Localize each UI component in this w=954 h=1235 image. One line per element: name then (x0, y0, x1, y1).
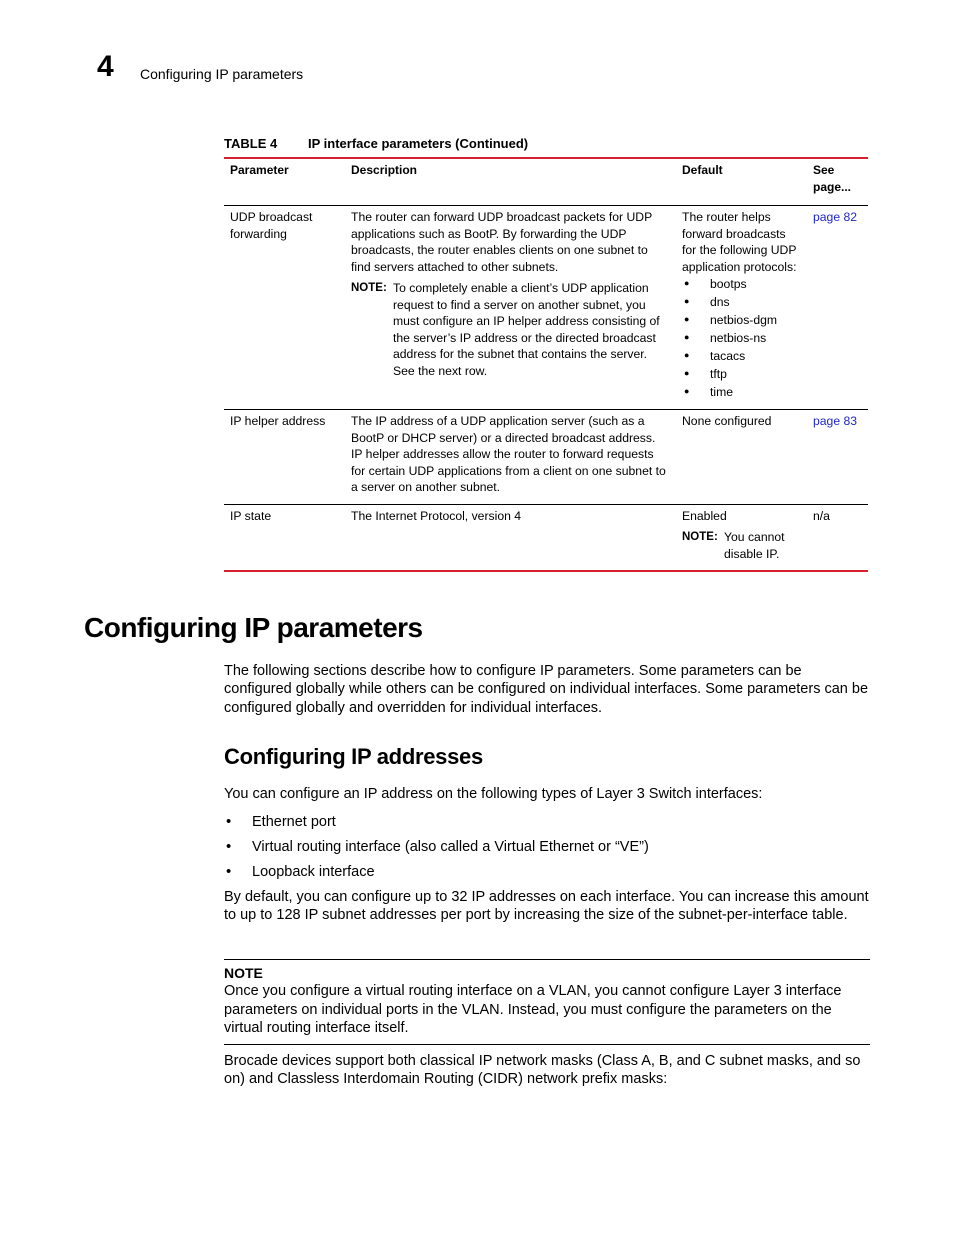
table-row (224, 409, 868, 504)
note-title: NOTE (224, 965, 263, 981)
list-item: • Ethernet port (224, 813, 649, 838)
see-page-cell (807, 410, 868, 504)
default-text: Enabled (682, 508, 727, 523)
subsection-title: Configuring IP addresses (224, 744, 483, 769)
list-item: ● time (682, 383, 801, 401)
parameter-cell: IP helper address (230, 414, 326, 428)
protocol-list (682, 275, 801, 401)
description-cell: The IP address of a UDP application server (such as a BootP or DHCP server) or a directed broadcast address. IP helper addresses allow the router to forward requests for certain UDP applications from a client on one subnet to a server on another subnet. (351, 414, 666, 494)
description-cell (345, 206, 676, 409)
default-cell (676, 505, 807, 571)
description-text: The router can forward UDP broadcast packets for UDP applications such as BootP. By forwarding the UDP broadcasts, the router enables clients on one subnet to find servers attached to other subnets. (351, 210, 652, 274)
list-item: ● tftp (682, 365, 801, 383)
table-label: TABLE 4 (224, 136, 278, 151)
table-row (224, 504, 868, 571)
subsection-intro: You can configure an IP address on the following types of Layer 3 Switch interfaces: (224, 786, 763, 802)
parameter-cell: IP state (230, 508, 272, 523)
note-label: NOTE: (682, 531, 718, 543)
list-item: ● bootps (682, 275, 801, 293)
note-text: To completely enable a client’s UDP application request to find a server on another subnet, you must configure an IP helper address consisting of the server’s IP address or the directed broadcast address for the subnet that contains the server. See the next row. (393, 281, 660, 378)
section-title: Configuring IP parameters (84, 612, 423, 643)
column-header: See page... (813, 163, 852, 194)
body-paragraph: By default, you can configure up to 32 IP addresses on each interface. You can increase this amount to up to 128 IP subnet addresses per port by increasing the size of the subnet-per-interface table. (224, 889, 869, 924)
page-link[interactable]: page 82 (813, 210, 858, 224)
description-cell: The Internet Protocol, version 4 (351, 508, 522, 523)
list-item: ● netbios-dgm (682, 311, 801, 329)
interface-types-list (224, 813, 649, 888)
chapter-number: 4 (97, 50, 114, 83)
note (351, 280, 670, 379)
default-text: The router helps forward broadcasts for the following UDP application protocols: (682, 210, 797, 274)
default-cell: None configured (682, 414, 772, 428)
list-item: ● netbios-ns (682, 329, 801, 347)
parameter-cell: UDP broadcast forwarding (230, 210, 313, 241)
parameters-table (224, 157, 868, 572)
table-caption (224, 136, 528, 151)
column-header: Parameter (230, 163, 289, 177)
list-item: ● tacacs (682, 347, 801, 365)
note (682, 529, 801, 562)
note-box (224, 959, 870, 1045)
note-text: You cannot disable IP. (724, 530, 785, 561)
column-header: Description (351, 163, 418, 177)
section-intro: The following sections describe how to configure IP parameters. Some parameters can be configured globally while others can be configured on individual interfaces. Some parameters can be configured globally and overridden for individual interfaces. (224, 663, 869, 716)
default-cell (676, 206, 807, 409)
see-page-cell: n/a (813, 508, 830, 523)
note-label: NOTE: (351, 282, 387, 294)
table-row (224, 206, 868, 409)
chapter-title: Configuring IP parameters (140, 66, 304, 82)
table-header-row (224, 159, 868, 206)
see-page-cell (807, 206, 868, 409)
body-paragraph: Brocade devices support both classical IP network masks (Class A, B, and C subnet masks, and so on) and Classless Interdomain Routing (CIDR) network prefix masks: (224, 1053, 861, 1088)
list-item: • Virtual routing interface (also called a Virtual Ethernet or “VE”) (224, 838, 649, 863)
note-text: Once you configure a virtual routing interface on a VLAN, you cannot configure Layer 3 interface parameters on individual ports in the VLAN. Instead, you must configure the parameters on the virtual routing interface itself. (224, 983, 842, 1037)
page-link[interactable]: page 83 (813, 414, 858, 428)
table-title: IP interface parameters (Continued) (308, 136, 529, 151)
list-item: • Loopback interface (224, 863, 649, 888)
column-header: Default (682, 163, 723, 177)
list-item: ● dns (682, 293, 801, 311)
